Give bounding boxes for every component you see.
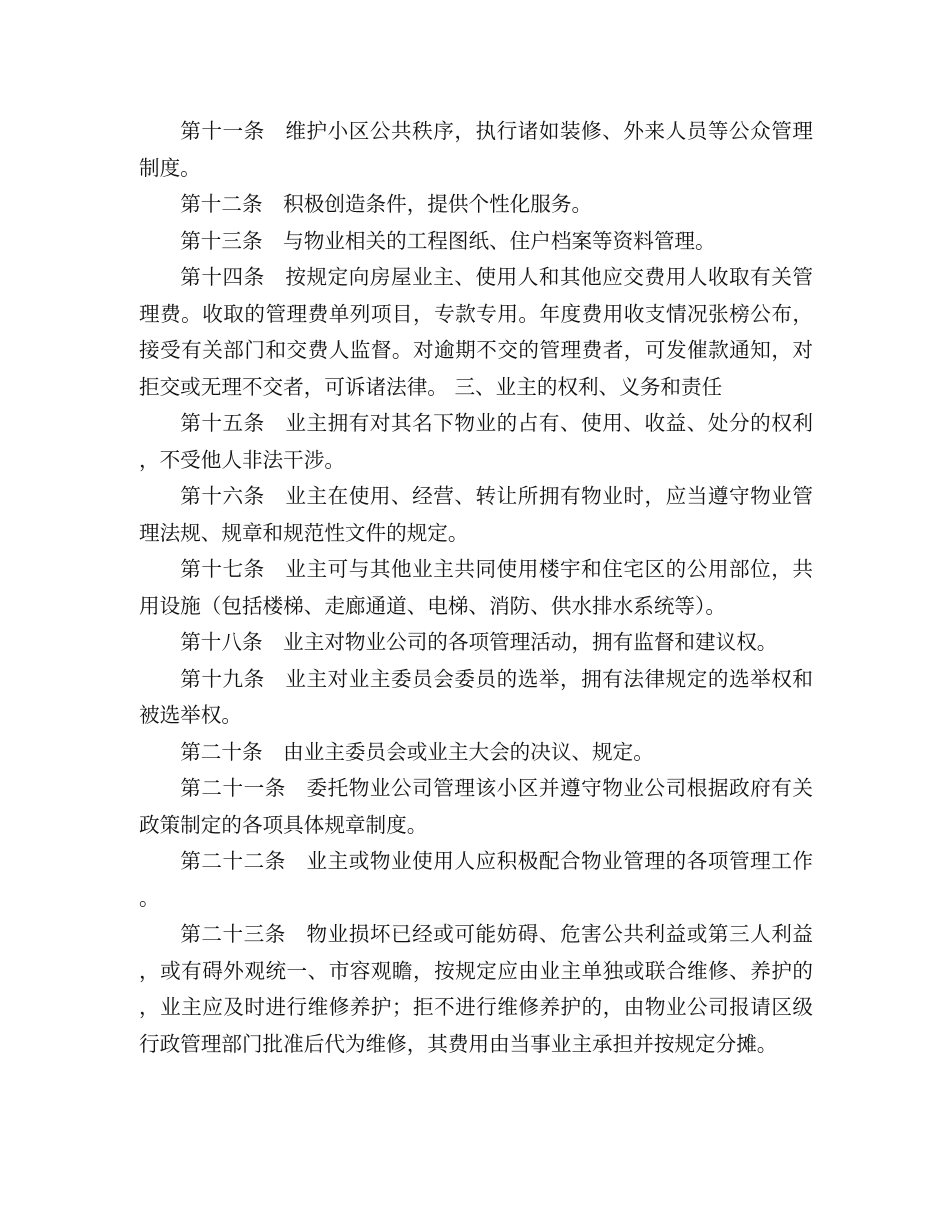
article-paragraph: [139, 843, 813, 916]
article-text: 业主对业主委员会委员的选举，拥有法律规定的选举权和被选举权。: [139, 666, 814, 727]
article-number: 第十七条: [180, 557, 265, 581]
article-paragraph: [139, 259, 813, 405]
article-number: 第十二条: [180, 192, 263, 216]
article-paragraph: [139, 478, 813, 551]
article-number: 第十四条: [180, 265, 265, 289]
article-paragraph: [139, 186, 813, 223]
article-number: 第十九条: [180, 666, 265, 691]
article-text: 业主拥有对其名下物业的占有、使用、收益、处分的权利，不受他人非法干涉。: [139, 411, 814, 472]
article-text: 业主或物业使用人应积极配合物业管理的各项管理工作。: [139, 849, 814, 910]
document-page: [139, 113, 813, 1062]
article-text: 按规定向房屋业主、使用人和其他应交费用人收取有关管理费。收取的管理费单列项目，专款专用。年度费用收支情况张榜公布，接受有关部门和交费人监督。对逾期不交的管理费者，可发催款通知，对拒交或无理不交者，可诉诸法律。 三、业主的权利、义务和责任: [139, 265, 814, 399]
article-paragraph: [139, 916, 813, 1062]
article-number: 第二十一条: [180, 776, 286, 800]
article-number: 第二十二条: [180, 849, 286, 873]
article-number: 第十六条: [180, 484, 265, 508]
article-number: 第二十条: [180, 739, 263, 764]
article-text: 与物业相关的工程图纸、住户档案等资料管理。: [283, 228, 716, 253]
article-number: 第十一条: [180, 119, 265, 143]
article-text: 物业损坏已经或可能妨碍、危害公共利益或第三人利益，或有碍外观统一、市容观瞻，按规定应由业主单独或联合维修、养护的，业主应及时进行维修养护；拒不进行维修养护的，由物业公司报请区级行政管理部门批准后代为维修，其费用由当事业主承担并按规定分摊。: [139, 922, 814, 1056]
article-text: 业主在使用、经营、转让所拥有物业时，应当遵守物业管理法规、规章和规范性文件的规定。: [139, 484, 814, 545]
article-number: 第十八条: [180, 630, 263, 654]
article-text: 由业主委员会或业主大会的决议、规定。: [283, 739, 654, 764]
article-paragraph: [139, 405, 813, 478]
article-text: 业主对物业公司的各项管理活动，拥有监督和建议权。: [283, 630, 778, 654]
article-paragraph: [139, 770, 813, 843]
article-number: 第二十三条: [180, 922, 286, 946]
article-text: 维护小区公共秩序，执行诸如装修、外来人员等公众管理制度。: [139, 119, 814, 180]
article-paragraph: [139, 223, 813, 260]
article-paragraph: [139, 734, 813, 771]
article-text: 委托物业公司管理该小区并遵守物业公司根据政府有关政策制定的各项具体规章制度。: [139, 776, 814, 837]
article-paragraph: [139, 113, 813, 186]
article-number: 第十五条: [180, 411, 265, 435]
article-paragraph: [139, 551, 813, 624]
article-number: 第十三条: [180, 228, 263, 253]
article-text: 积极创造条件，提供个性化服务。: [283, 192, 593, 216]
article-paragraph: [139, 624, 813, 661]
article-paragraph: [139, 661, 813, 734]
article-text: 业主可与其他业主共同使用楼宇和住宅区的公用部位，共用设施（包括楼梯、走廊通道、电梯、消防、供水排水系统等）。: [139, 557, 814, 618]
